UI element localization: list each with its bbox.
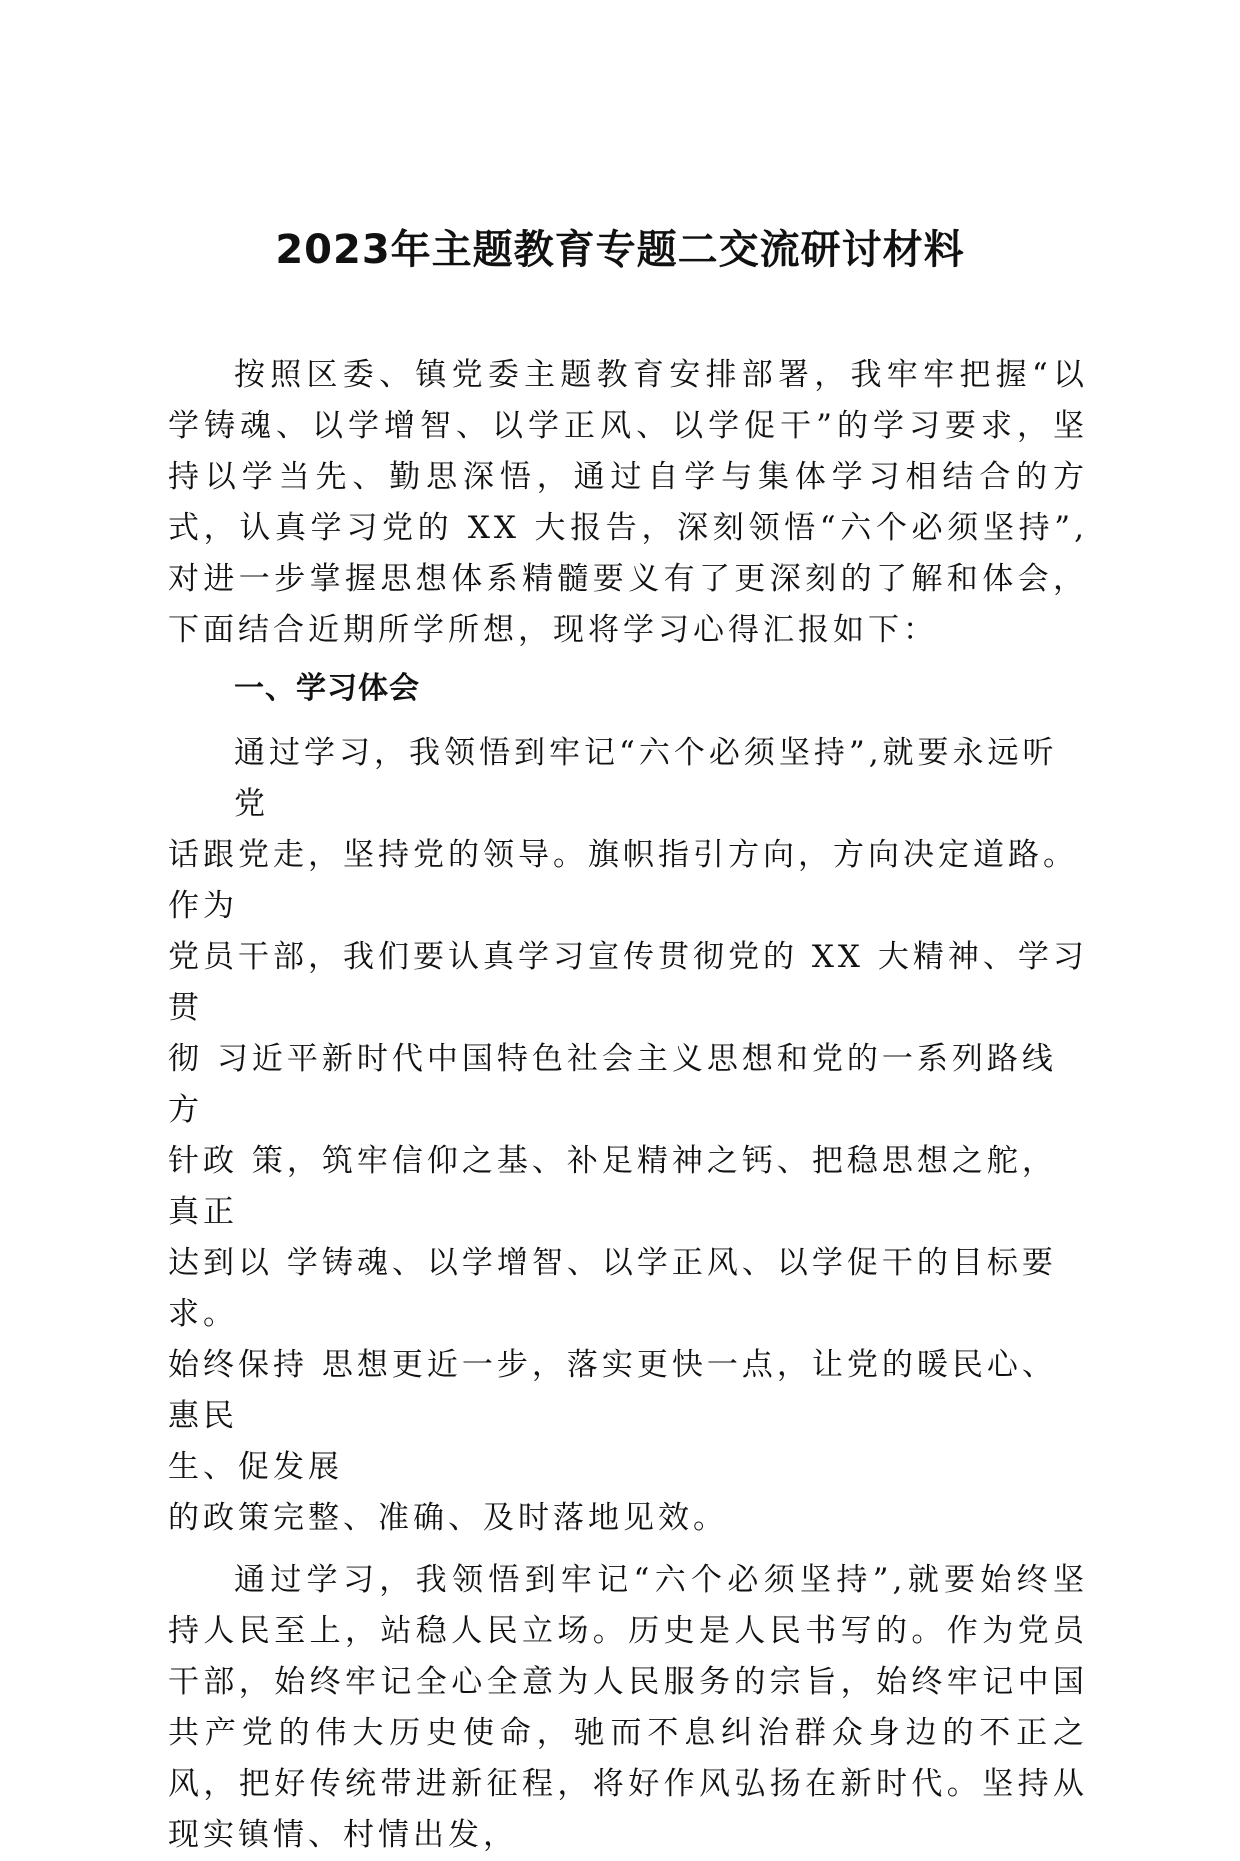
- paragraph-line: 针政 策，筑牢信仰之基、补足精神之钙、把稳思想之舵，真正: [168, 1143, 1057, 1230]
- paragraph-line: 的政策完整、准确、及时落地见效。: [168, 1500, 728, 1536]
- paragraph-line: 始终保持 思想更近一步，落实更快一点，让党的暖民心、惠民: [168, 1347, 1057, 1434]
- section-heading-study-experience: 一、学习体会: [234, 671, 420, 706]
- paragraph-line: 彻 习近平新时代中国特色社会主义思想和党的一系列路线方: [168, 1041, 1057, 1128]
- paragraph-line: 生、促发展: [168, 1449, 343, 1485]
- document-title: 2023年主题教育专题二交流研讨材料: [275, 227, 965, 273]
- paragraph-line: 通过学习，我领悟到牢记“六个必须坚持”,就要永远听党: [234, 735, 1058, 822]
- paragraph-line: 达到以 学铸魂、以学增智、以学正风、以学促干的目标要求。: [168, 1245, 1057, 1332]
- paragraph-line: 党员干部，我们要认真学习宣传贯彻党的 XX 大精神、学习贯: [168, 939, 1088, 1026]
- intro-paragraph: 按照区委、镇党委主题教育安排部署，我牢牢把握“以学铸魂、以学增智、以学正风、以学促干”的学习要求，坚持以学当先、勤思深悟，通过自学与集体学习相结合的方式，认真学习党的 XX 大报告，深刻领悟“六个必须坚持”,对进一步掌握思想体系精髓要义有了更深刻的了解和体会，下面结合近期所学所想，现将学习心得汇报如下：: [168, 357, 1088, 648]
- document-body: [168, 350, 1088, 1861]
- section1-paragraph-2: 通过学习，我领悟到牢记“六个必须坚持”,就要始终坚持人民至上，站稳人民立场。历史是人民书写的。作为党员干部，始终牢记全心全意为人民服务的宗旨，始终牢记中国共产党的伟大历史使命，驰而不息纠治群众身边的不正之风，把好传统带进新征程，将好作风弘扬在新时代。坚持从现实镇情、村情出发，: [168, 1562, 1088, 1853]
- paragraph-line: 话跟党走，坚持党的领导。旗帜指引方向，方向决定道路。作为: [168, 837, 1078, 924]
- section1-paragraph-1: [168, 728, 1088, 1544]
